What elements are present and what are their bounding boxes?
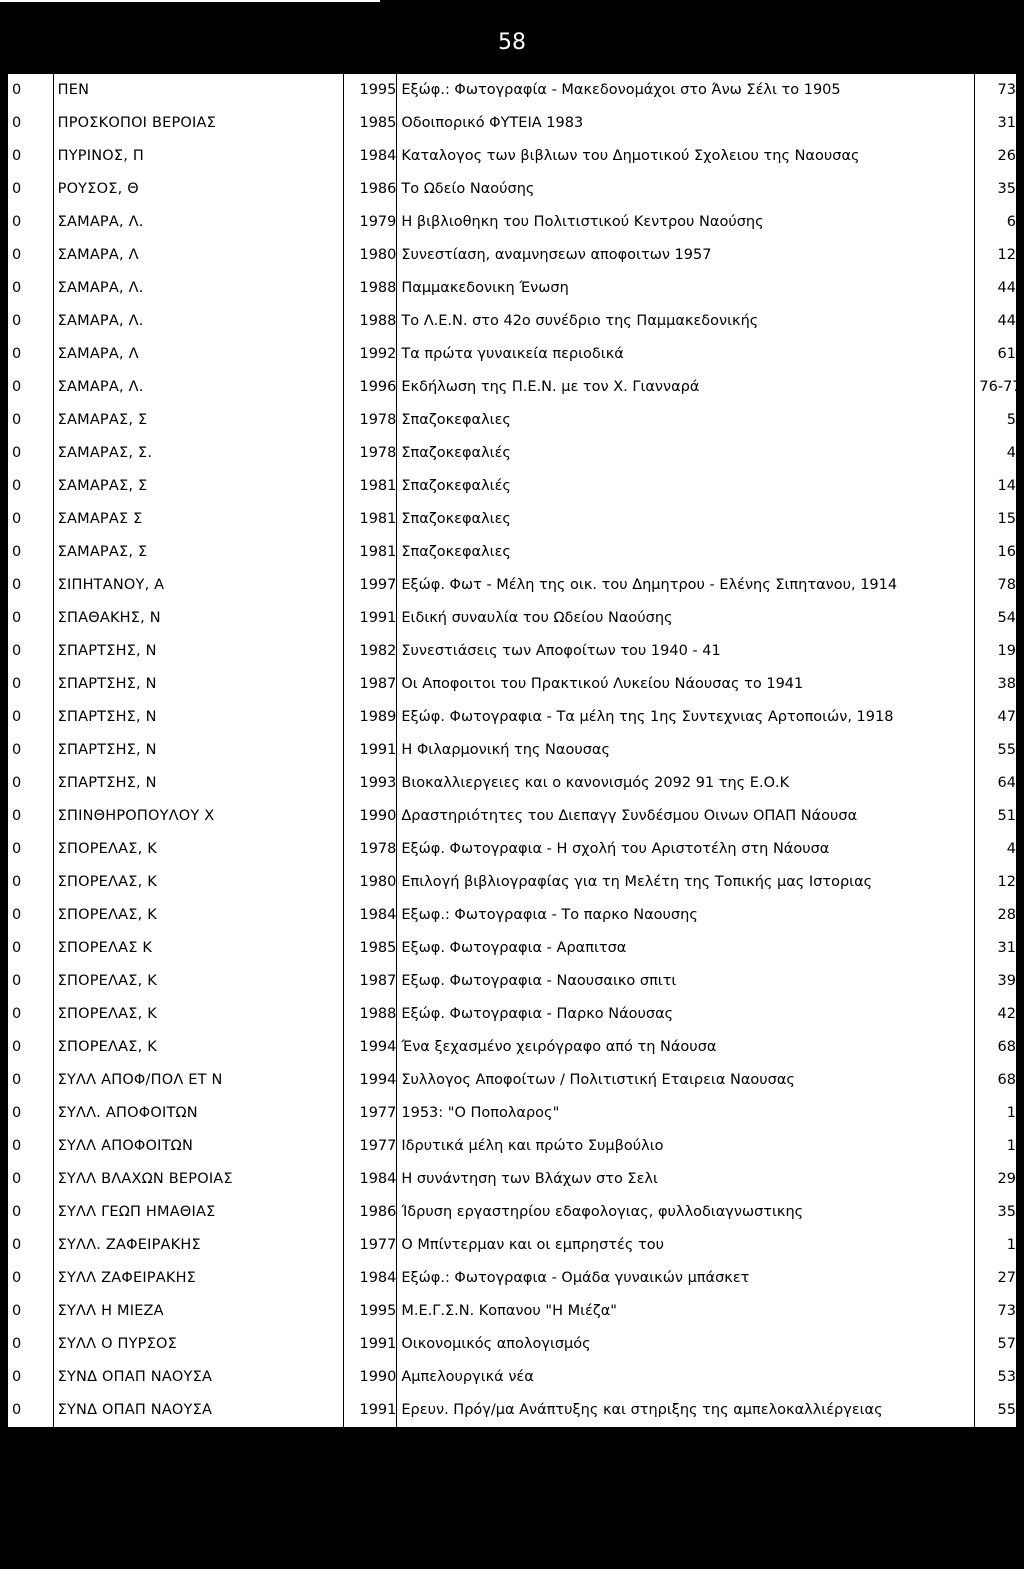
author-cell: ΣΑΜΑΡΑ, Λ. [53, 272, 343, 305]
page-ref-cell: 39 [975, 965, 1017, 998]
year-cell: 1978 [343, 833, 397, 866]
table-row [8, 800, 1017, 833]
author-cell: ΣΑΜΑΡΑ, Λ. [53, 305, 343, 338]
year-cell: 1979 [343, 206, 397, 239]
page-ref-cell: 15 [975, 503, 1017, 536]
code-cell: 0 [8, 272, 54, 305]
table-row [8, 1064, 1017, 1097]
page-number: 58 [498, 30, 526, 55]
year-cell: 1981 [343, 503, 397, 536]
table-row [8, 1097, 1017, 1130]
title-cell: 1953: "Ο Ποπολαρος" [397, 1097, 975, 1130]
author-cell: ΣΥΛΛ Η ΜΙΕΖΑ [53, 1295, 343, 1328]
page-ref-cell: 73 [975, 1295, 1017, 1328]
author-cell: ΣΥΛΛ Ο ΠΥΡΣΟΣ [53, 1328, 343, 1361]
page-ref-cell: 61 [975, 338, 1017, 371]
table-row [8, 1394, 1017, 1428]
title-cell: Βιοκαλλιεργειες και ο κανονισμός 2092 91 της Ε.Ο.Κ [397, 767, 975, 800]
year-cell: 1993 [343, 767, 397, 800]
code-cell: 0 [8, 998, 54, 1031]
table-row [8, 536, 1017, 569]
table-row [8, 965, 1017, 998]
table-row [8, 107, 1017, 140]
table-row [8, 866, 1017, 899]
author-cell: ΡΟΥΣΟΣ, Θ [53, 173, 343, 206]
author-cell: ΠΥΡΙΝΟΣ, Π [53, 140, 343, 173]
page-ref-cell: 14 [975, 470, 1017, 503]
year-cell: 1988 [343, 272, 397, 305]
table-row [8, 734, 1017, 767]
year-cell: 1980 [343, 866, 397, 899]
author-cell: ΣΙΠΗΤΑΝΟΥ, Α [53, 569, 343, 602]
title-cell: Ένα ξεχασμένο χειρόγραφο από τη Νάουσα [397, 1031, 975, 1064]
title-cell: Εξώφ. Φωτογραφια - Τα μέλη της 1ης Συντεχνιας Αρτοποιών, 1918 [397, 701, 975, 734]
table-row [8, 338, 1017, 371]
code-cell: 0 [8, 404, 54, 437]
title-cell: Σπαζοκεφαλιες [397, 503, 975, 536]
table-row [8, 1130, 1017, 1163]
page-ref-cell: 47 [975, 701, 1017, 734]
table-row [8, 932, 1017, 965]
page-ref-cell: 38 [975, 668, 1017, 701]
code-cell: 0 [8, 965, 54, 998]
code-cell: 0 [8, 470, 54, 503]
code-cell: 0 [8, 1196, 54, 1229]
title-cell: Συνεστίαση, αναμνησεων αποφοιτων 1957 [397, 239, 975, 272]
code-cell: 0 [8, 833, 54, 866]
year-cell: 1977 [343, 1097, 397, 1130]
code-cell: 0 [8, 800, 54, 833]
author-cell: ΣΥΛΛ ΒΛΑΧΩΝ ΒΕΡΟΙΑΣ [53, 1163, 343, 1196]
title-cell: Εξώφ. Φωτ - Μέλη της οικ. του Δημητρου - Ελένης Σιπητανου, 1914 [397, 569, 975, 602]
page-ref-cell: 44 [975, 305, 1017, 338]
title-cell: Οικονομικός απολογισμός [397, 1328, 975, 1361]
table-row [8, 767, 1017, 800]
title-cell: Οι Αποφοιτοι του Πρακτικού Λυκείου Νάουσας το 1941 [397, 668, 975, 701]
year-cell: 1984 [343, 1163, 397, 1196]
year-cell: 1994 [343, 1064, 397, 1097]
title-cell: Η συνάντηση των Βλάχων στο Σελι [397, 1163, 975, 1196]
author-cell: ΣΥΛΛ. ΑΠΟΦΟΙΤΩΝ [53, 1097, 343, 1130]
code-cell: 0 [8, 569, 54, 602]
table-row [8, 1196, 1017, 1229]
title-cell: Εξωφ. Φωτογραφια - Ναουσαικο σπιτι [397, 965, 975, 998]
code-cell: 0 [8, 338, 54, 371]
code-cell: 0 [8, 635, 54, 668]
author-cell: ΣΥΛΛ ΑΠΟΦ/ΠΟΛ ΕΤ Ν [53, 1064, 343, 1097]
code-cell: 0 [8, 173, 54, 206]
author-cell: ΣΥΛΛ. ΖΑΦΕΙΡΑΚΗΣ [53, 1229, 343, 1262]
title-cell: Το Ωδείο Ναούσης [397, 173, 975, 206]
page-ref-cell: 31 [975, 107, 1017, 140]
code-cell: 0 [8, 503, 54, 536]
author-cell: ΣΑΜΑΡΑ, Λ. [53, 206, 343, 239]
title-cell: Σπαζοκεφαλιές [397, 437, 975, 470]
author-cell: ΣΑΜΑΡΑΣ, Σ [53, 470, 343, 503]
year-cell: 1986 [343, 1196, 397, 1229]
title-cell: Εξωφ. Φωτογραφια - Αραπιτσα [397, 932, 975, 965]
code-cell: 0 [8, 668, 54, 701]
year-cell: 1977 [343, 1130, 397, 1163]
year-cell: 1992 [343, 338, 397, 371]
author-cell: ΣΠΑΡΤΣΗΣ, Ν [53, 635, 343, 668]
author-cell: ΣΑΜΑΡΑΣ, Σ [53, 404, 343, 437]
page-ref-cell: 73 [975, 74, 1017, 108]
title-cell: Καταλογος των βιβλιων του Δημοτικού Σχολειου της Ναουσας [397, 140, 975, 173]
table-row [8, 899, 1017, 932]
table-row [8, 998, 1017, 1031]
page-ref-cell: 64 [975, 767, 1017, 800]
author-cell: ΣΑΜΑΡΑΣ Σ [53, 503, 343, 536]
code-cell: 0 [8, 932, 54, 965]
author-cell: ΣΠΟΡΕΛΑΣ Κ [53, 932, 343, 965]
year-cell: 1978 [343, 437, 397, 470]
page-ref-cell: 42 [975, 998, 1017, 1031]
author-cell: ΣΥΛΛ ΓΕΩΠ ΗΜΑΘΙΑΣ [53, 1196, 343, 1229]
author-cell: ΣΥΝΔ ΟΠΑΠ ΝΑΟΥΣΑ [53, 1361, 343, 1394]
author-cell: ΣΠΟΡΕΛΑΣ, Κ [53, 998, 343, 1031]
code-cell: 0 [8, 1064, 54, 1097]
page-ref-cell: 76-77 [975, 371, 1017, 404]
table-row [8, 569, 1017, 602]
year-cell: 1995 [343, 1295, 397, 1328]
table-row [8, 503, 1017, 536]
code-cell: 0 [8, 1394, 54, 1428]
page-ref-cell: 4 [975, 437, 1017, 470]
code-cell: 0 [8, 1130, 54, 1163]
year-cell: 1984 [343, 899, 397, 932]
year-cell: 1994 [343, 1031, 397, 1064]
author-cell: ΣΑΜΑΡΑΣ, Σ [53, 536, 343, 569]
year-cell: 1980 [343, 239, 397, 272]
title-cell: Παμμακεδονικη Ένωση [397, 272, 975, 305]
code-cell: 0 [8, 1262, 54, 1295]
code-cell: 0 [8, 140, 54, 173]
title-cell: Τα πρώτα γυναικεία περιοδικά [397, 338, 975, 371]
title-cell: Μ.Ε.Γ.Σ.Ν. Κοπανου "Η Μιέζα" [397, 1295, 975, 1328]
code-cell: 0 [8, 239, 54, 272]
page-ref-cell: 68 [975, 1064, 1017, 1097]
page-ref-cell: 68 [975, 1031, 1017, 1064]
table-row [8, 1163, 1017, 1196]
code-cell: 0 [8, 1031, 54, 1064]
author-cell: ΣΑΜΑΡΑ, Λ. [53, 371, 343, 404]
table-row [8, 206, 1017, 239]
scan-edge [0, 0, 380, 2]
title-cell: Ίδρυση εργαστηρίου εδαφολογιας, φυλλοδιαγνωστικης [397, 1196, 975, 1229]
year-cell: 1986 [343, 173, 397, 206]
code-cell: 0 [8, 767, 54, 800]
table-row [8, 1328, 1017, 1361]
page-ref-cell: 12 [975, 866, 1017, 899]
table-row [8, 239, 1017, 272]
year-cell: 1982 [343, 635, 397, 668]
page-ref-cell: 1 [975, 1097, 1017, 1130]
table-row [8, 635, 1017, 668]
title-cell: Επιλογή βιβλιογραφίας για τη Μελέτη της Τοπικής μας Ιστοριας [397, 866, 975, 899]
title-cell: Δραστηριότητες του Διεπαγγ Συνδέσμου Οινων ΟΠΑΠ Νάουσα [397, 800, 975, 833]
author-cell: ΣΠΟΡΕΛΑΣ, Κ [53, 833, 343, 866]
code-cell: 0 [8, 1361, 54, 1394]
page-ref-cell: 28 [975, 899, 1017, 932]
title-cell: Ερευν. Πρόγ/μα Ανάπτυξης και στηριξης της αμπελοκαλλιέργειας [397, 1394, 975, 1428]
title-cell: Εξώφ.: Φωτογραφια - Ομάδα γυναικών μπάσκετ [397, 1262, 975, 1295]
year-cell: 1977 [343, 1229, 397, 1262]
index-table [7, 73, 1022, 1428]
table-row [8, 833, 1017, 866]
author-cell: ΣΠΟΡΕΛΑΣ, Κ [53, 1031, 343, 1064]
author-cell: ΣΠΟΡΕΛΑΣ, Κ [53, 965, 343, 998]
table-row [8, 404, 1017, 437]
table-row [8, 1361, 1017, 1394]
page-ref-cell: 35 [975, 1196, 1017, 1229]
title-cell: Η Φιλαρμονική της Ναουσας [397, 734, 975, 767]
year-cell: 1981 [343, 470, 397, 503]
title-cell: Εκδήλωση της Π.Ε.Ν. με τον Χ. Γιανναρά [397, 371, 975, 404]
page-ref-cell: 4 [975, 833, 1017, 866]
author-cell: ΣΑΜΑΡΑ, Λ [53, 338, 343, 371]
page-ref-cell: 51 [975, 800, 1017, 833]
page-ref-cell: 57 [975, 1328, 1017, 1361]
title-cell: Εξωφ.: Φωτογραφια - Το παρκο Ναουσης [397, 899, 975, 932]
page-ref-cell: 12 [975, 239, 1017, 272]
year-cell: 1987 [343, 965, 397, 998]
page-ref-cell: 35 [975, 173, 1017, 206]
code-cell: 0 [8, 1295, 54, 1328]
title-cell: Η βιβλιοθηκη του Πολιτιστικού Κεντρου Ναούσης [397, 206, 975, 239]
year-cell: 1990 [343, 800, 397, 833]
author-cell: ΣΠΑΡΤΣΗΣ, Ν [53, 734, 343, 767]
author-cell: ΣΥΛΛ ΖΑΦΕΙΡΑΚΗΣ [53, 1262, 343, 1295]
index-table-body [8, 74, 1022, 1428]
year-cell: 1981 [343, 536, 397, 569]
page-ref-cell: 54 [975, 602, 1017, 635]
year-cell: 1988 [343, 305, 397, 338]
table-row [8, 470, 1017, 503]
code-cell: 0 [8, 866, 54, 899]
year-cell: 1988 [343, 998, 397, 1031]
table-row [8, 371, 1017, 404]
code-cell: 0 [8, 74, 54, 108]
title-cell: Το Λ.Ε.Ν. στο 42ο συνέδριο της Παμμακεδονικής [397, 305, 975, 338]
code-cell: 0 [8, 602, 54, 635]
table-row [8, 140, 1017, 173]
code-cell: 0 [8, 734, 54, 767]
author-cell: ΠΕΝ [53, 74, 343, 108]
table-row [8, 1262, 1017, 1295]
code-cell: 0 [8, 1328, 54, 1361]
table-row [8, 701, 1017, 734]
author-cell: ΣΠΑΡΤΣΗΣ, Ν [53, 701, 343, 734]
table-row [8, 1031, 1017, 1064]
year-cell: 1991 [343, 1394, 397, 1428]
author-cell: ΣΠΟΡΕΛΑΣ, Κ [53, 899, 343, 932]
table-row [8, 1295, 1017, 1328]
year-cell: 1995 [343, 74, 397, 108]
table-row [8, 173, 1017, 206]
author-cell: ΣΠΙΝΘΗΡΟΠΟΥΛΟΥ Χ [53, 800, 343, 833]
year-cell: 1991 [343, 602, 397, 635]
year-cell: 1990 [343, 1361, 397, 1394]
page-ref-cell: 53 [975, 1361, 1017, 1394]
page-ref-cell: 16 [975, 536, 1017, 569]
year-cell: 1985 [343, 932, 397, 965]
page-ref-cell: 44 [975, 272, 1017, 305]
page-ref-cell: 27 [975, 1262, 1017, 1295]
table-row [8, 602, 1017, 635]
year-cell: 1987 [343, 668, 397, 701]
page-ref-cell: 1 [975, 1229, 1017, 1262]
year-cell: 1985 [343, 107, 397, 140]
author-cell: ΣΥΝΔ ΟΠΑΠ ΝΑΟΥΣΑ [53, 1394, 343, 1428]
author-cell: ΣΠΑΘΑΚΗΣ, Ν [53, 602, 343, 635]
title-cell: Ο Μπίντερμαν και οι εμπρηστές του [397, 1229, 975, 1262]
page-ref-cell: 26 [975, 140, 1017, 173]
author-cell: ΣΥΛΛ ΑΠΟΦΟΙΤΩΝ [53, 1130, 343, 1163]
code-cell: 0 [8, 305, 54, 338]
page-ref-cell: 31 [975, 932, 1017, 965]
page-ref-cell: 29 [975, 1163, 1017, 1196]
title-cell: Σπαζοκεφαλιες [397, 404, 975, 437]
title-cell: Εξώφ. Φωτογραφια - Η σχολή του Αριστοτέλη στη Νάουσα [397, 833, 975, 866]
code-cell: 0 [8, 371, 54, 404]
code-cell: 0 [8, 206, 54, 239]
page-ref-cell: 1 [975, 1130, 1017, 1163]
code-cell: 0 [8, 899, 54, 932]
code-cell: 0 [8, 536, 54, 569]
year-cell: 1991 [343, 734, 397, 767]
year-cell: 1984 [343, 1262, 397, 1295]
code-cell: 0 [8, 437, 54, 470]
table-row [8, 437, 1017, 470]
title-cell: Εξώφ.: Φωτογραφία - Μακεδονομάχοι στο Άνω Σέλι το 1905 [397, 74, 975, 108]
author-cell: ΣΠΑΡΤΣΗΣ, Ν [53, 668, 343, 701]
title-cell: Ειδική συναυλία του Ωδείου Ναούσης [397, 602, 975, 635]
author-cell: ΣΑΜΑΡΑΣ, Σ. [53, 437, 343, 470]
code-cell: 0 [8, 107, 54, 140]
year-cell: 1996 [343, 371, 397, 404]
table-row [8, 668, 1017, 701]
year-cell: 1984 [343, 140, 397, 173]
page-ref-cell: 78 [975, 569, 1017, 602]
table-row [8, 1229, 1017, 1262]
author-cell: ΣΑΜΑΡΑ, Λ [53, 239, 343, 272]
code-cell: 0 [8, 1229, 54, 1262]
code-cell: 0 [8, 1163, 54, 1196]
year-cell: 1997 [343, 569, 397, 602]
title-cell: Σπαζοκεφαλιές [397, 470, 975, 503]
author-cell: ΣΠΟΡΕΛΑΣ, Κ [53, 866, 343, 899]
author-cell: ΣΠΑΡΤΣΗΣ, Ν [53, 767, 343, 800]
page-ref-cell: 6 [975, 206, 1017, 239]
title-cell: Ιδρυτικά μέλη και πρώτο Συμβούλιο [397, 1130, 975, 1163]
title-cell: Εξώφ. Φωτογραφια - Παρκο Νάουσας [397, 998, 975, 1031]
year-cell: 1989 [343, 701, 397, 734]
author-cell: ΠΡΟΣΚΟΠΟΙ ΒΕΡΟΙΑΣ [53, 107, 343, 140]
title-cell: Συλλογος Αποφοίτων / Πολιτιστική Εταιρεια Ναουσας [397, 1064, 975, 1097]
year-cell: 1978 [343, 404, 397, 437]
code-cell: 0 [8, 1097, 54, 1130]
title-cell: Οδοιπορικό ΦΥΤΕΙΑ 1983 [397, 107, 975, 140]
page-ref-cell: 19 [975, 635, 1017, 668]
table-row [8, 272, 1017, 305]
page-ref-cell: 5 [975, 404, 1017, 437]
title-cell: Αμπελουργικά νέα [397, 1361, 975, 1394]
code-cell: 0 [8, 701, 54, 734]
table-row [8, 305, 1017, 338]
page-ref-cell: 55 [975, 1394, 1017, 1428]
table-row [8, 74, 1017, 108]
year-cell: 1991 [343, 1328, 397, 1361]
title-cell: Σπαζοκεφαλιες [397, 536, 975, 569]
page-ref-cell: 55 [975, 734, 1017, 767]
title-cell: Συνεστιάσεις των Αποφοίτων του 1940 - 41 [397, 635, 975, 668]
